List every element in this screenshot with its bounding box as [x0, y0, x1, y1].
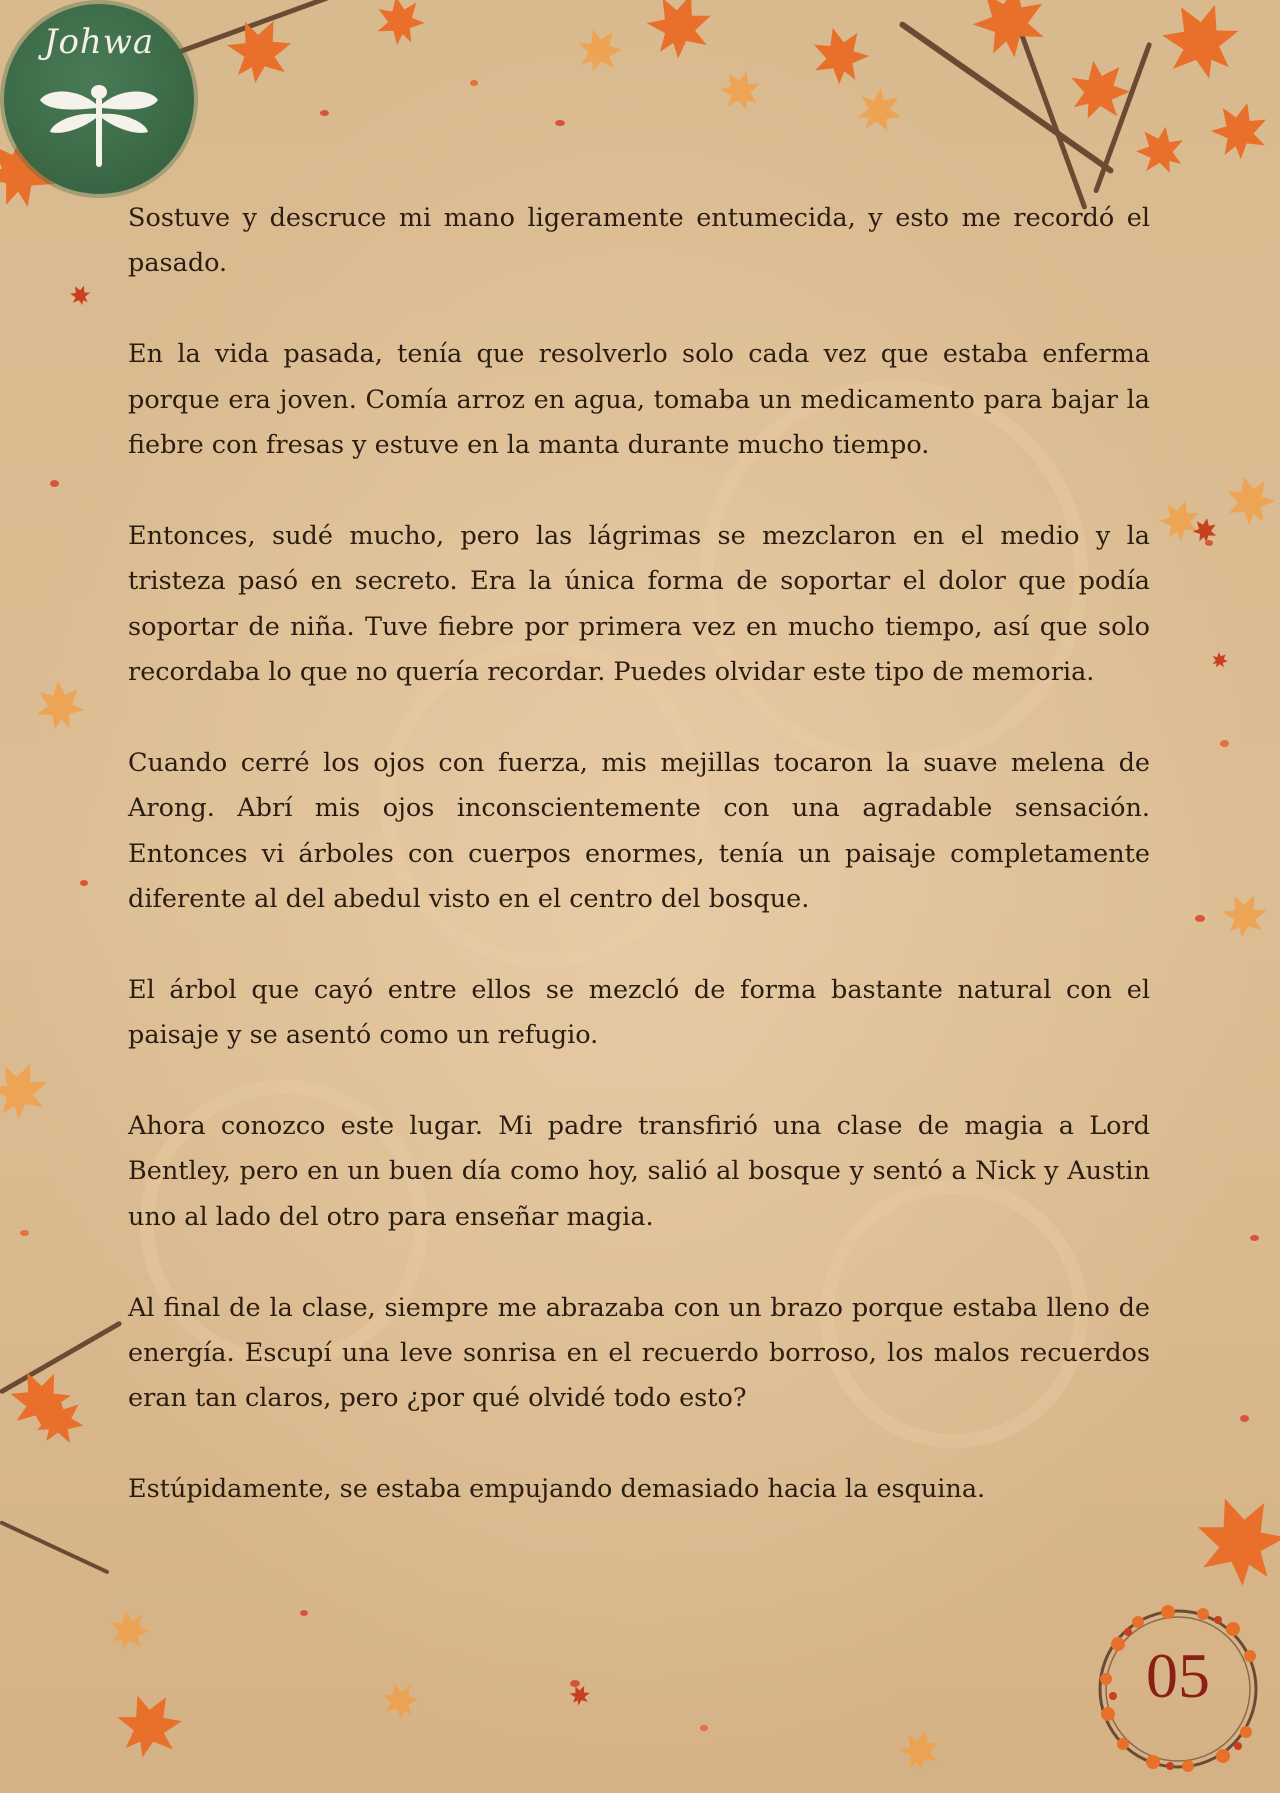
logo-text: Johwa: [43, 22, 155, 62]
dragonfly-icon: [34, 72, 164, 182]
paragraph: Ahora conozco este lugar. Mi padre transfirió una clase de magia a Lord Bentley, pero en un buen día como hoy, salió al bosque y sentó a Nick y Austin uno al lado del otro para enseñar magia.: [128, 1111, 1150, 1232]
petal: [80, 880, 88, 886]
petal: [470, 80, 478, 86]
petal: [700, 1725, 708, 1731]
page-number: 05: [1146, 1640, 1210, 1711]
petal: [555, 120, 565, 126]
petal: [320, 110, 329, 116]
paragraph: Cuando cerré los ojos con fuerza, mis mejillas tocaron la suave melena de Arong. Abrí mis ojos inconscientemente con una agradable sensación. Entonces vi árboles con cuerpos enormes, tenía un paisaje completamente diferente al del abedul visto en el centro del bosque.: [128, 747, 1150, 915]
petal: [1250, 1235, 1259, 1241]
paragraph: Sostuve y descruce mi mano ligeramente entumecida, y esto me recordó el pasado.: [128, 203, 1150, 279]
petal: [300, 1610, 308, 1616]
paragraph: Estúpidamente, se estaba empujando demasiado hacia la esquina.: [128, 1474, 986, 1505]
paragraph: Entonces, sudé mucho, pero las lágrimas se mezclaron en el medio y la tristeza pasó en secreto. Era la única forma de soportar el dolor que podía soportar de niña. Tuve fiebre por primera vez en mucho tiempo, así que solo recordaba lo que no quería recordar. Puedes olvidar este tipo de memoria.: [128, 520, 1150, 688]
brand-logo: [4, 4, 194, 194]
page-number-badge: [1078, 1584, 1278, 1784]
petal: [20, 1230, 29, 1236]
petal: [1240, 1415, 1249, 1422]
petal: [1220, 740, 1229, 747]
petal: [1195, 915, 1205, 922]
petal: [1205, 540, 1213, 546]
paragraph: Al final de la clase, siempre me abrazaba con un brazo porque estaba lleno de energía. Escupí una leve sonrisa en el recuerdo borroso, los malos recuerdos eran tan claros, pero ¿por qué olvidé todo esto?: [128, 1292, 1150, 1414]
story-text: [128, 196, 1150, 1558]
petal: [50, 480, 59, 487]
paragraph: El árbol que cayó entre ellos se mezcló de forma bastante natural con el paisaje y se asentó como un refugio.: [128, 974, 1150, 1051]
paragraph: En la vida pasada, tenía que resolverlo solo cada vez que estaba enferma porque era joven. Comía arroz en agua, tomaba un medicamento para bajar la fiebre con fresas y estuve en la manta durante mucho tiempo.: [128, 339, 1150, 461]
petal: [570, 1680, 580, 1687]
